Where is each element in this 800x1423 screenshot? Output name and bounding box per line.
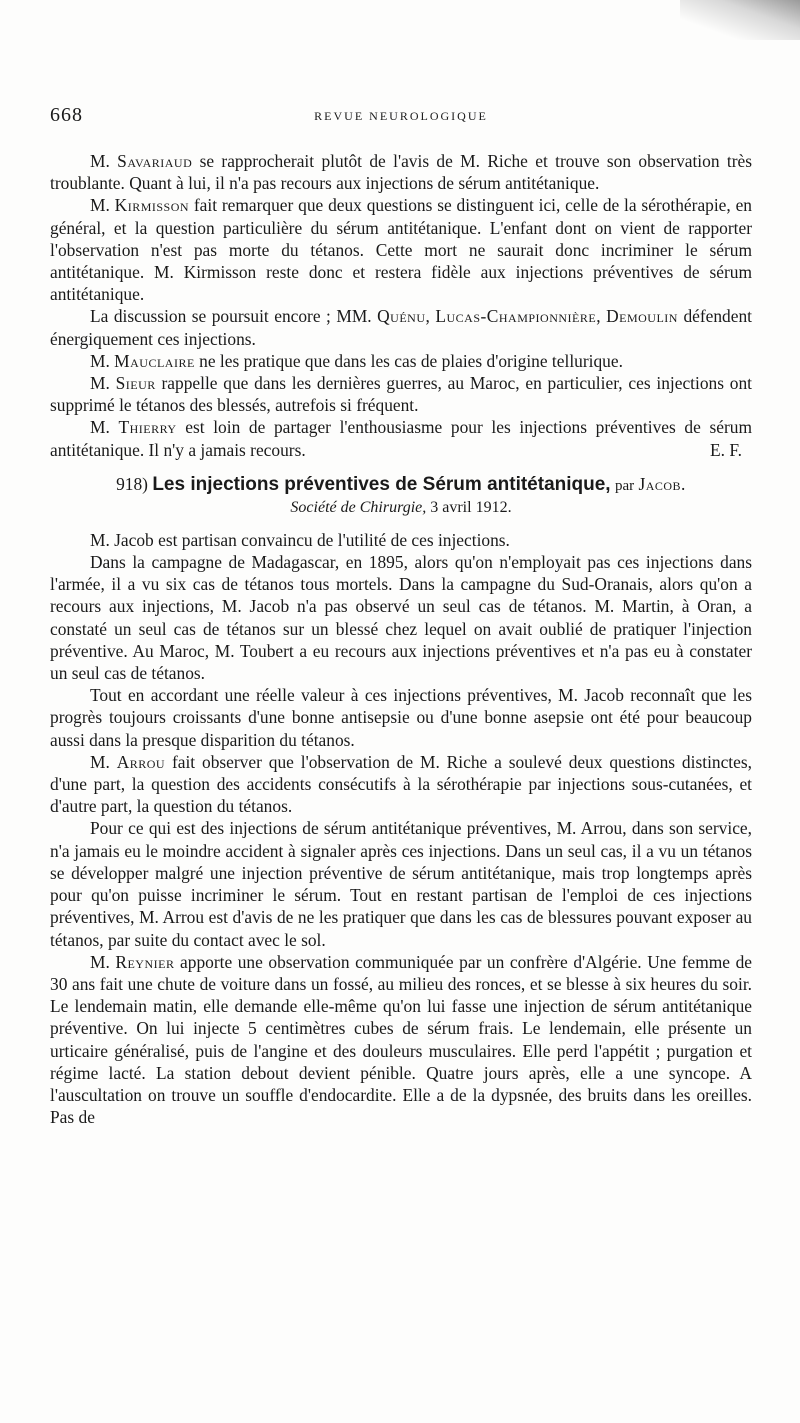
- paragraph-text: défendent énergiquement ces injections.: [50, 306, 752, 349]
- source-date: 3 avril 1912.: [430, 498, 512, 516]
- honorific: M.: [90, 751, 110, 772]
- paragraph: [50, 194, 752, 305]
- paragraph-text: rappelle que dans les dernières guerres, au Maroc, en particulier, ces injections ont supprimé le tétanos des blessés, autrefois si fréquent.: [50, 373, 752, 416]
- paragraph-text: est loin de partager l'enthousiasme pour les injections préventives de sérum antitétanique. Il n'y a jamais recours.: [50, 417, 752, 460]
- paragraph-text: se rapprocherait plutôt de l'avis de M. Riche et trouve son observation très troublante. Quant à lui, il n'a pas recours aux injections de sérum antitétanique.: [50, 151, 752, 194]
- paragraph: Tout en accordant une réelle valeur à ces injections préventives, M. Jacob reconnaît que les progrès toujours croissants d'une bonne antisepsie ou d'une bonne asepsie ont été pour beaucoup aussi dans la presque disparition du tétanos.: [50, 685, 752, 750]
- person-name: Lucas-Championnière: [435, 306, 597, 327]
- scan-shadow: [680, 0, 800, 40]
- reviewer-signature: E. F.: [710, 439, 742, 460]
- paragraph: [50, 751, 752, 818]
- person-name: Quénu: [377, 306, 426, 327]
- page-header: [50, 104, 752, 128]
- paragraph: M. Jacob est partisan convaincu de l'utilité de ces injections.: [90, 529, 510, 550]
- person-name: Reynier: [115, 951, 175, 972]
- paragraph: Dans la campagne de Madagascar, en 1895, alors qu'on n'employait pas ces injections dans l'armée, il a vu six cas de tétanos tous mortels. Dans la campagne du Sud-Oranais, alors qu'on a recours aux injections, M. Jacob n'a pas observé un seul cas de tétanos. M. Martin, à Oran, a constaté un seul cas de tétanos sur un blessé chez lequel on avait oublié de pratiquer l'injection préventive. Au Maroc, M. Toubert a eu recours aux injections préventives et n'a pas eu à constater un seul cas de tétanos.: [50, 552, 752, 684]
- person-name: Kirmisson: [114, 195, 190, 216]
- paragraph-text: fait observer que l'observation de M. Riche a soulevé deux questions distinctes, d'une part, la question des accidents consécutifs à la sérothérapie par injections sous-cutanées, et d'autre part, la question du tétanos.: [50, 751, 752, 817]
- article-source: [50, 497, 752, 519]
- honorific: M.: [90, 417, 110, 438]
- paragraph: [50, 951, 752, 1129]
- paragraph-text: La discussion se poursuit encore ; MM.: [90, 306, 372, 327]
- article-title: Les injections préventives de Sérum antitétanique,: [152, 473, 611, 495]
- source-name: Société de Chirurgie,: [290, 498, 427, 516]
- paragraph-text: apporte une observation communiquée par un confrère d'Algérie. Une femme de 30 ans fait une chute de voiture dans un fossé, au milieu des ronces, et se blesse à six heures du soir. Le lendemain matin, elle demande elle-même qu'on lui fasse une injection de sérum antitétanique préventive. On lui injecte 5 centimètres cubes de sérum frais. Le lendemain, elle présente un urticaire généralisé, puis de l'angine et des douleurs musculaires. Elle perd l'appétit ; purgation et régime lacté. La station debout devient pénible. Quatre jours après, elle a une syncope. A l'auscultation on trouve un souffle d'endocardite. Elle a de la dypsnée, des bruits dans les oreilles. Pas de: [50, 951, 752, 1128]
- paragraph: [50, 350, 752, 372]
- honorific: M.: [90, 195, 110, 216]
- body-text: [50, 150, 752, 1128]
- running-title: REVUE NEUROLOGIQUE: [314, 109, 488, 123]
- person-name: Sieur: [115, 373, 156, 394]
- person-name: Arrou: [116, 751, 166, 772]
- paragraph: Pour ce qui est des injections de sérum antitétanique préventives, M. Arrou, dans son service, n'a jamais eu le moindre accident à signaler après ces injections. Dans un seul cas, il a vu un tétanos se développer malgré une injection préventive de sérum antitétanique, mais trop longtemps après pour qu'on puisse incriminer le sérum. Tout en restant partisan de l'emploi de ces injections préventives, M. Arrou est d'avis de ne les pratiquer que dans les cas de blessures pouvant exposer au tétanos, par suite du contact avec le sol.: [50, 818, 752, 950]
- honorific: M.: [90, 951, 110, 972]
- article-author: Jacob.: [638, 473, 686, 494]
- honorific: M.: [90, 350, 110, 371]
- person-name: Demoulin: [606, 306, 678, 327]
- paragraph: [50, 416, 752, 460]
- article-number: 918): [116, 473, 148, 494]
- paragraph-text: ne les pratique que dans les cas de plaies d'origine tellurique.: [199, 350, 623, 371]
- paragraph-text: fait remarquer que deux questions se distinguent ici, celle de la sérothérapie, en général, et la question particulière du sérum antitétanique. L'enfant dont on vient de rapporter l'observation n'est pas morte du tétanos. Cette mort ne saurait donc incriminer le sérum antitétanique. M. Kirmisson reste donc et restera fidèle aux injections préventives de sérum antitétanique.: [50, 195, 752, 305]
- paragraph: [50, 372, 752, 416]
- honorific: M.: [90, 373, 110, 394]
- person-name: Savariaud: [117, 151, 193, 171]
- page-number: 668: [50, 104, 83, 126]
- honorific: M.: [90, 151, 110, 171]
- person-name: Thierry: [118, 417, 177, 438]
- article-heading: [50, 473, 752, 519]
- paragraph: [50, 150, 752, 194]
- paragraph: La discussion se poursuit encore ; MM. Quénu, Lucas-Championnière, Demoulin défendent énergiquement ces injections.: [50, 306, 752, 349]
- author-prefix: par: [614, 477, 635, 494]
- person-name: Mauclaire: [114, 350, 195, 371]
